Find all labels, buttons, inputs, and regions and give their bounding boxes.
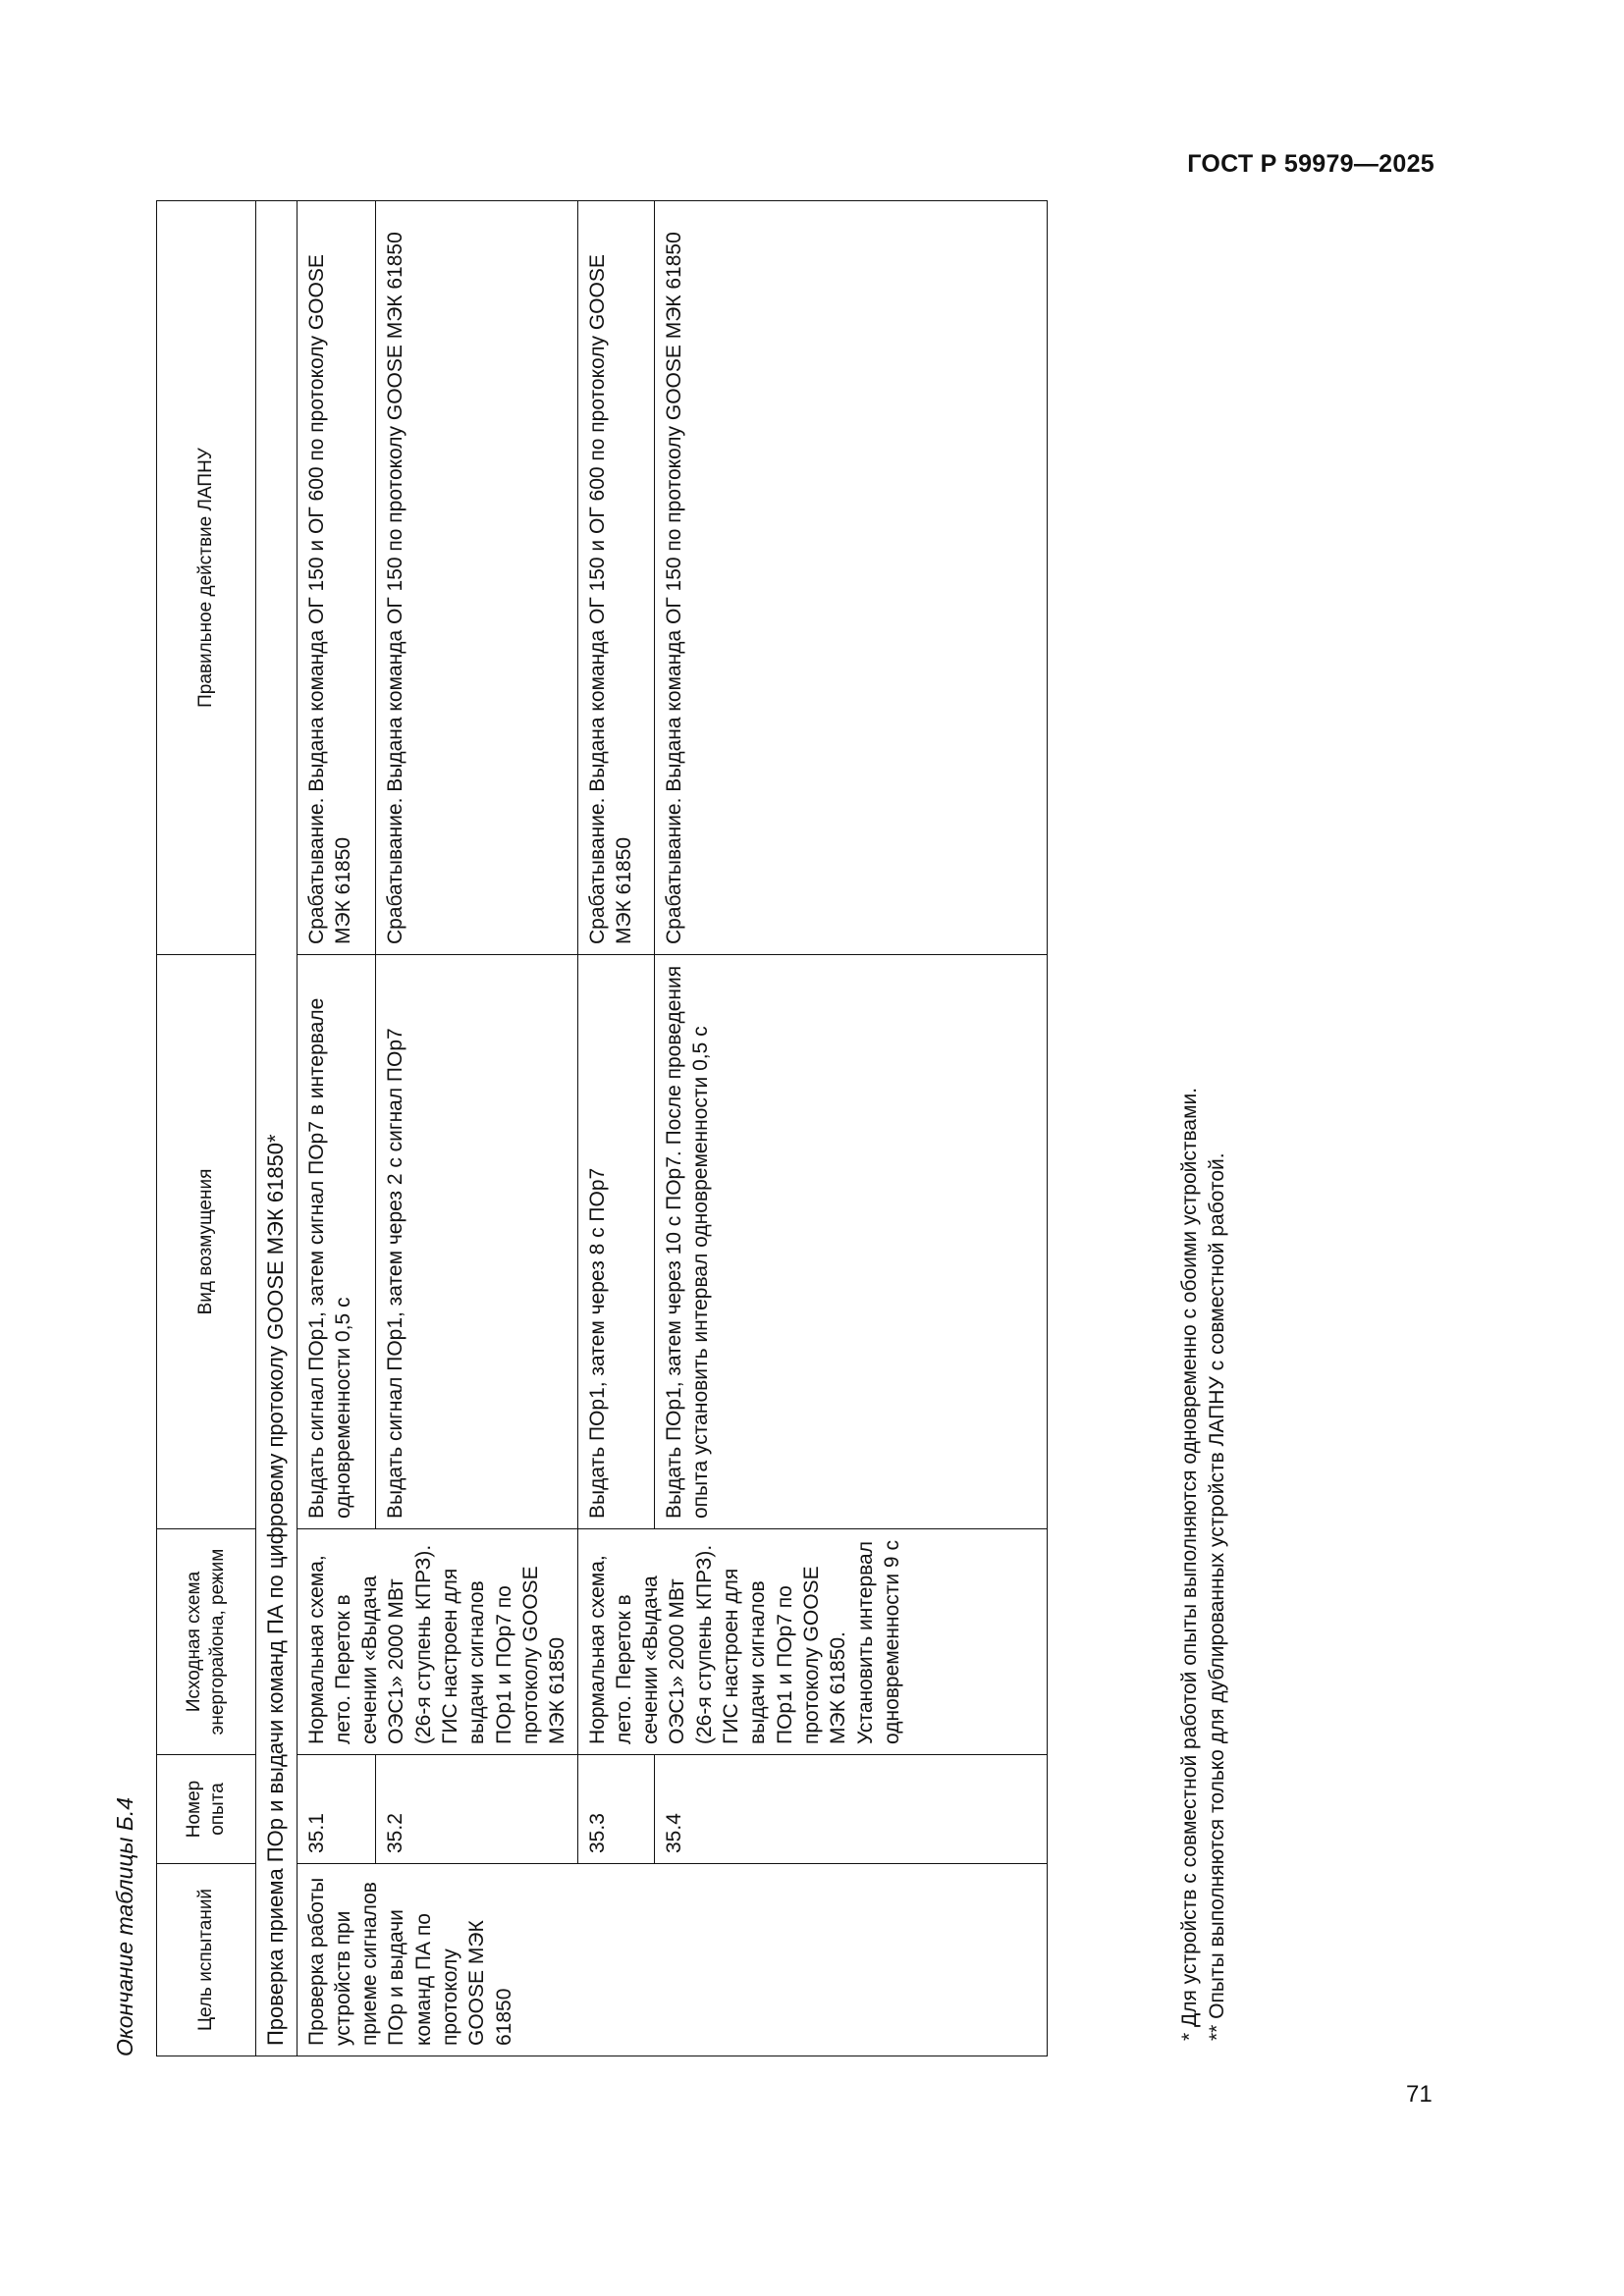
disturbance-cell: Выдать ПОр1, затем через 8 с ПОр7 bbox=[577, 955, 654, 1529]
goal-cell: Проверка работы устройств при приеме сигналов ПОр и выдачи команд ПА по протоколу GOOSE МЭК 61850 bbox=[297, 1864, 1047, 2056]
table-row bbox=[654, 201, 1047, 2056]
disturbance-cell: Выдать сигнал ПОр1, затем сигнал ПОр7 в интервале одновременности 0,5 с bbox=[297, 955, 375, 1529]
footnote: ** Опыты выполняются только для дублированных устройств ЛАПНУ с совместной работой. bbox=[1206, 1152, 1229, 2041]
action-cell: Срабатывание. Выдана команда ОГ 150 и ОГ 600 по протоколу GOOSE МЭК 61850 bbox=[297, 201, 375, 955]
number-cell: 35.3 bbox=[577, 1755, 654, 1864]
number-cell: 35.4 bbox=[654, 1755, 1047, 1864]
action-cell: Срабатывание. Выдана команда ОГ 150 по протоколу GOOSE МЭК 61850 bbox=[375, 201, 577, 955]
action-cell: Срабатывание. Выдана команда ОГ 150 по протоколу GOOSE МЭК 61850 bbox=[654, 201, 1047, 955]
number-cell: 35.2 bbox=[375, 1755, 577, 1864]
page-number: 71 bbox=[1406, 2081, 1433, 2108]
table-row bbox=[577, 201, 654, 2056]
footnotes bbox=[1176, 1088, 1232, 2041]
rotated-content bbox=[108, 128, 1345, 2076]
scheme-cell: Нормальная схема, лето. Переток в сечении «Выдача ОЭС1» 2000 МВт (26-я ступень КПРЗ). ГИС настроен для выдачи сигналов ПОр1 и ПОр7 по протоколу GOOSE МЭК 61850 bbox=[297, 1529, 577, 1755]
disturbance-cell: Выдать ПОр1, затем через 10 с ПОр7. После проведения опыта установить интервал одновременности 0,5 с bbox=[654, 955, 1047, 1529]
col-header-number: Номер опыта bbox=[157, 1755, 256, 1864]
test-table bbox=[156, 200, 1048, 2056]
footnote: * Для устройств с совместной работой опыты выполняются одновременно с обоими устройствами. bbox=[1178, 1087, 1201, 2041]
disturbance-cell: Выдать сигнал ПОр1, затем через 2 с сигнал ПОр7 bbox=[375, 955, 577, 1529]
col-header-action: Правильное действие ЛАПНУ bbox=[157, 201, 256, 955]
table-header-row bbox=[157, 201, 256, 2056]
section-title: Проверка приема ПОр и выдачи команд ПА по цифровому протоколу GOOSE МЭК 61850* bbox=[256, 201, 298, 2056]
number-cell: 35.1 bbox=[297, 1755, 375, 1864]
table-row bbox=[297, 201, 375, 2056]
section-row bbox=[256, 201, 298, 2056]
scheme-cell: Нормальная схема, лето. Переток в сечении «Выдача ОЭС1» 2000 МВт (26-я ступень КПРЗ). ГИС настроен для выдачи сигналов ПОр1 и ПОр7 по протоколу GOOSE МЭК 61850. Установить интервал одновременности 9 с bbox=[577, 1529, 1047, 1755]
col-header-goal: Цель испытаний bbox=[157, 1864, 256, 2056]
standard-title: ГОСТ Р 59979—2025 bbox=[1187, 150, 1435, 178]
action-cell: Срабатывание. Выдана команда ОГ 150 и ОГ 600 по протоколу GOOSE МЭК 61850 bbox=[577, 201, 654, 955]
table-row bbox=[375, 201, 577, 2056]
table-caption: Окончание таблицы Б.4 bbox=[112, 1796, 137, 2056]
col-header-scheme: Исходная схема энергорайона, режим bbox=[157, 1529, 256, 1755]
col-header-disturbance: Вид возмущения bbox=[157, 955, 256, 1529]
